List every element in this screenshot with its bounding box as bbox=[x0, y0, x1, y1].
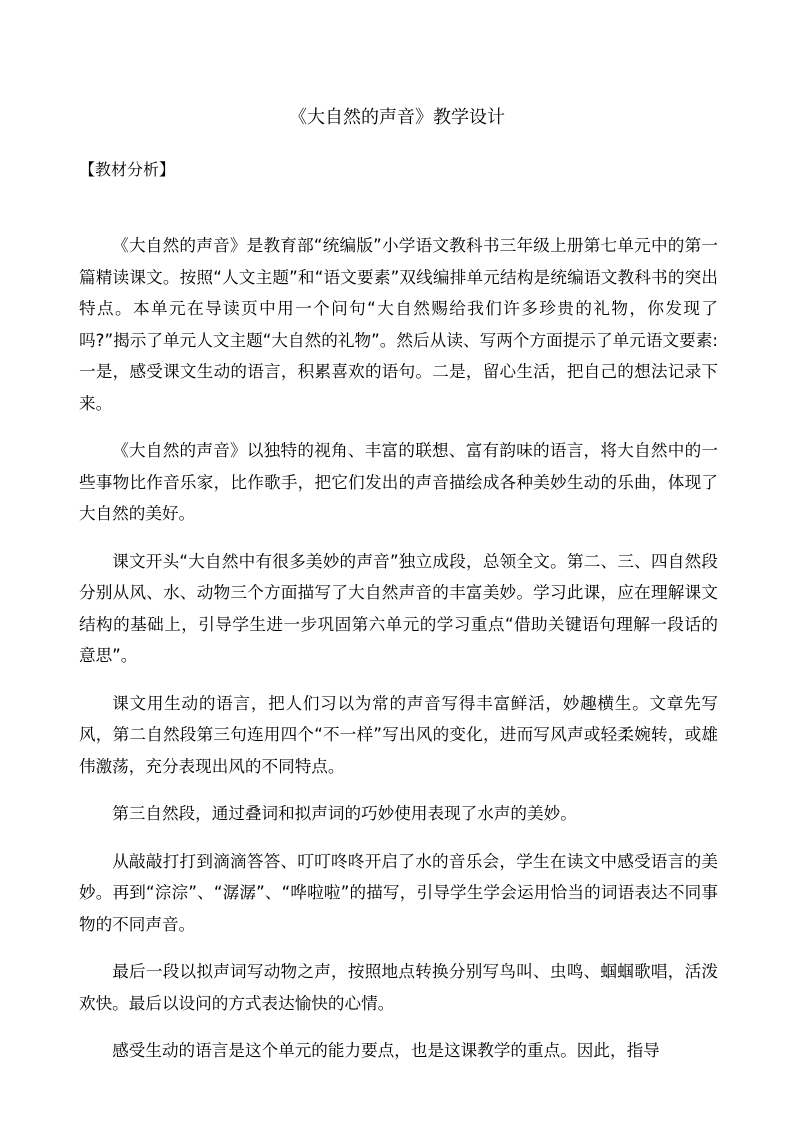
section-heading: 【教材分析】 bbox=[79, 160, 176, 179]
paragraph: 课文用生动的语言，把人们习以为常的声音写得丰富鲜活，妙趣横生。文章先写风，第二自然段第三句连用四个“不一样”写出风的变化，进而写风声或轻柔婉转，或雄伟激荡，充分表现出风的不同特点。 bbox=[79, 693, 718, 776]
paragraph: 感受生动的语言是这个单元的能力要点，也是这课教学的重点。因此，指导 bbox=[112, 1041, 660, 1060]
document-title: 《大自然的声音》教学设计 bbox=[289, 107, 505, 128]
paragraph: 《大自然的声音》是教育部“统编版”小学语文教科书三年级上册第七单元中的第一篇精读课文。按照“人文主题”和“语文要素”双线编排单元结构是统编语文教科书的突出特点。本单元在导读页中用一个问句“大自然赐给我们许多珍贵的礼物，你发现了吗?”揭示了单元人文主题“大自然的礼物”。然后从读、写两个方面提示了单元语文要素:一是，感受课文生动的语言，积累喜欢的语句。二是，留心生活，把自己的想法记录下来。 bbox=[79, 236, 718, 413]
paragraph: 从敲敲打打到滴滴答答、叮叮咚咚开启了水的音乐会，学生在读文中感受语言的美妙。再到“淙淙”、“潺潺”、“哗啦啦”的描写，引导学生学会运用恰当的词语表达不同事物的不同声音。 bbox=[79, 851, 718, 934]
paragraph: 课文开头“大自然中有很多美妙的声音”独立成段，总领全文。第二、三、四自然段分别从风、水、动物三个方面描写了大自然声音的丰富美妙。学习此课，应在理解课文结构的基础上，引导学生进一步巩固第六单元的学习重点“借助关键语句理解一段话的意思”。 bbox=[79, 551, 718, 665]
paragraph: 第三自然段，通过叠词和拟声词的巧妙使用表现了水声的美妙。 bbox=[112, 804, 577, 823]
paragraph: 最后一段以拟声词写动物之声，按照地点转换分别写鸟叫、虫鸣、蝈蝈歌唱，活泼欢快。最后以设问的方式表达愉快的心情。 bbox=[79, 962, 718, 1013]
paragraph: 《大自然的声音》以独特的视角、丰富的联想、富有韵味的语言，将大自然中的一些事物比作音乐家，比作歌手，把它们发出的声音描绘成各种美妙生动的乐曲，体现了大自然的美好。 bbox=[79, 441, 718, 523]
document-body bbox=[79, 230, 718, 1083]
